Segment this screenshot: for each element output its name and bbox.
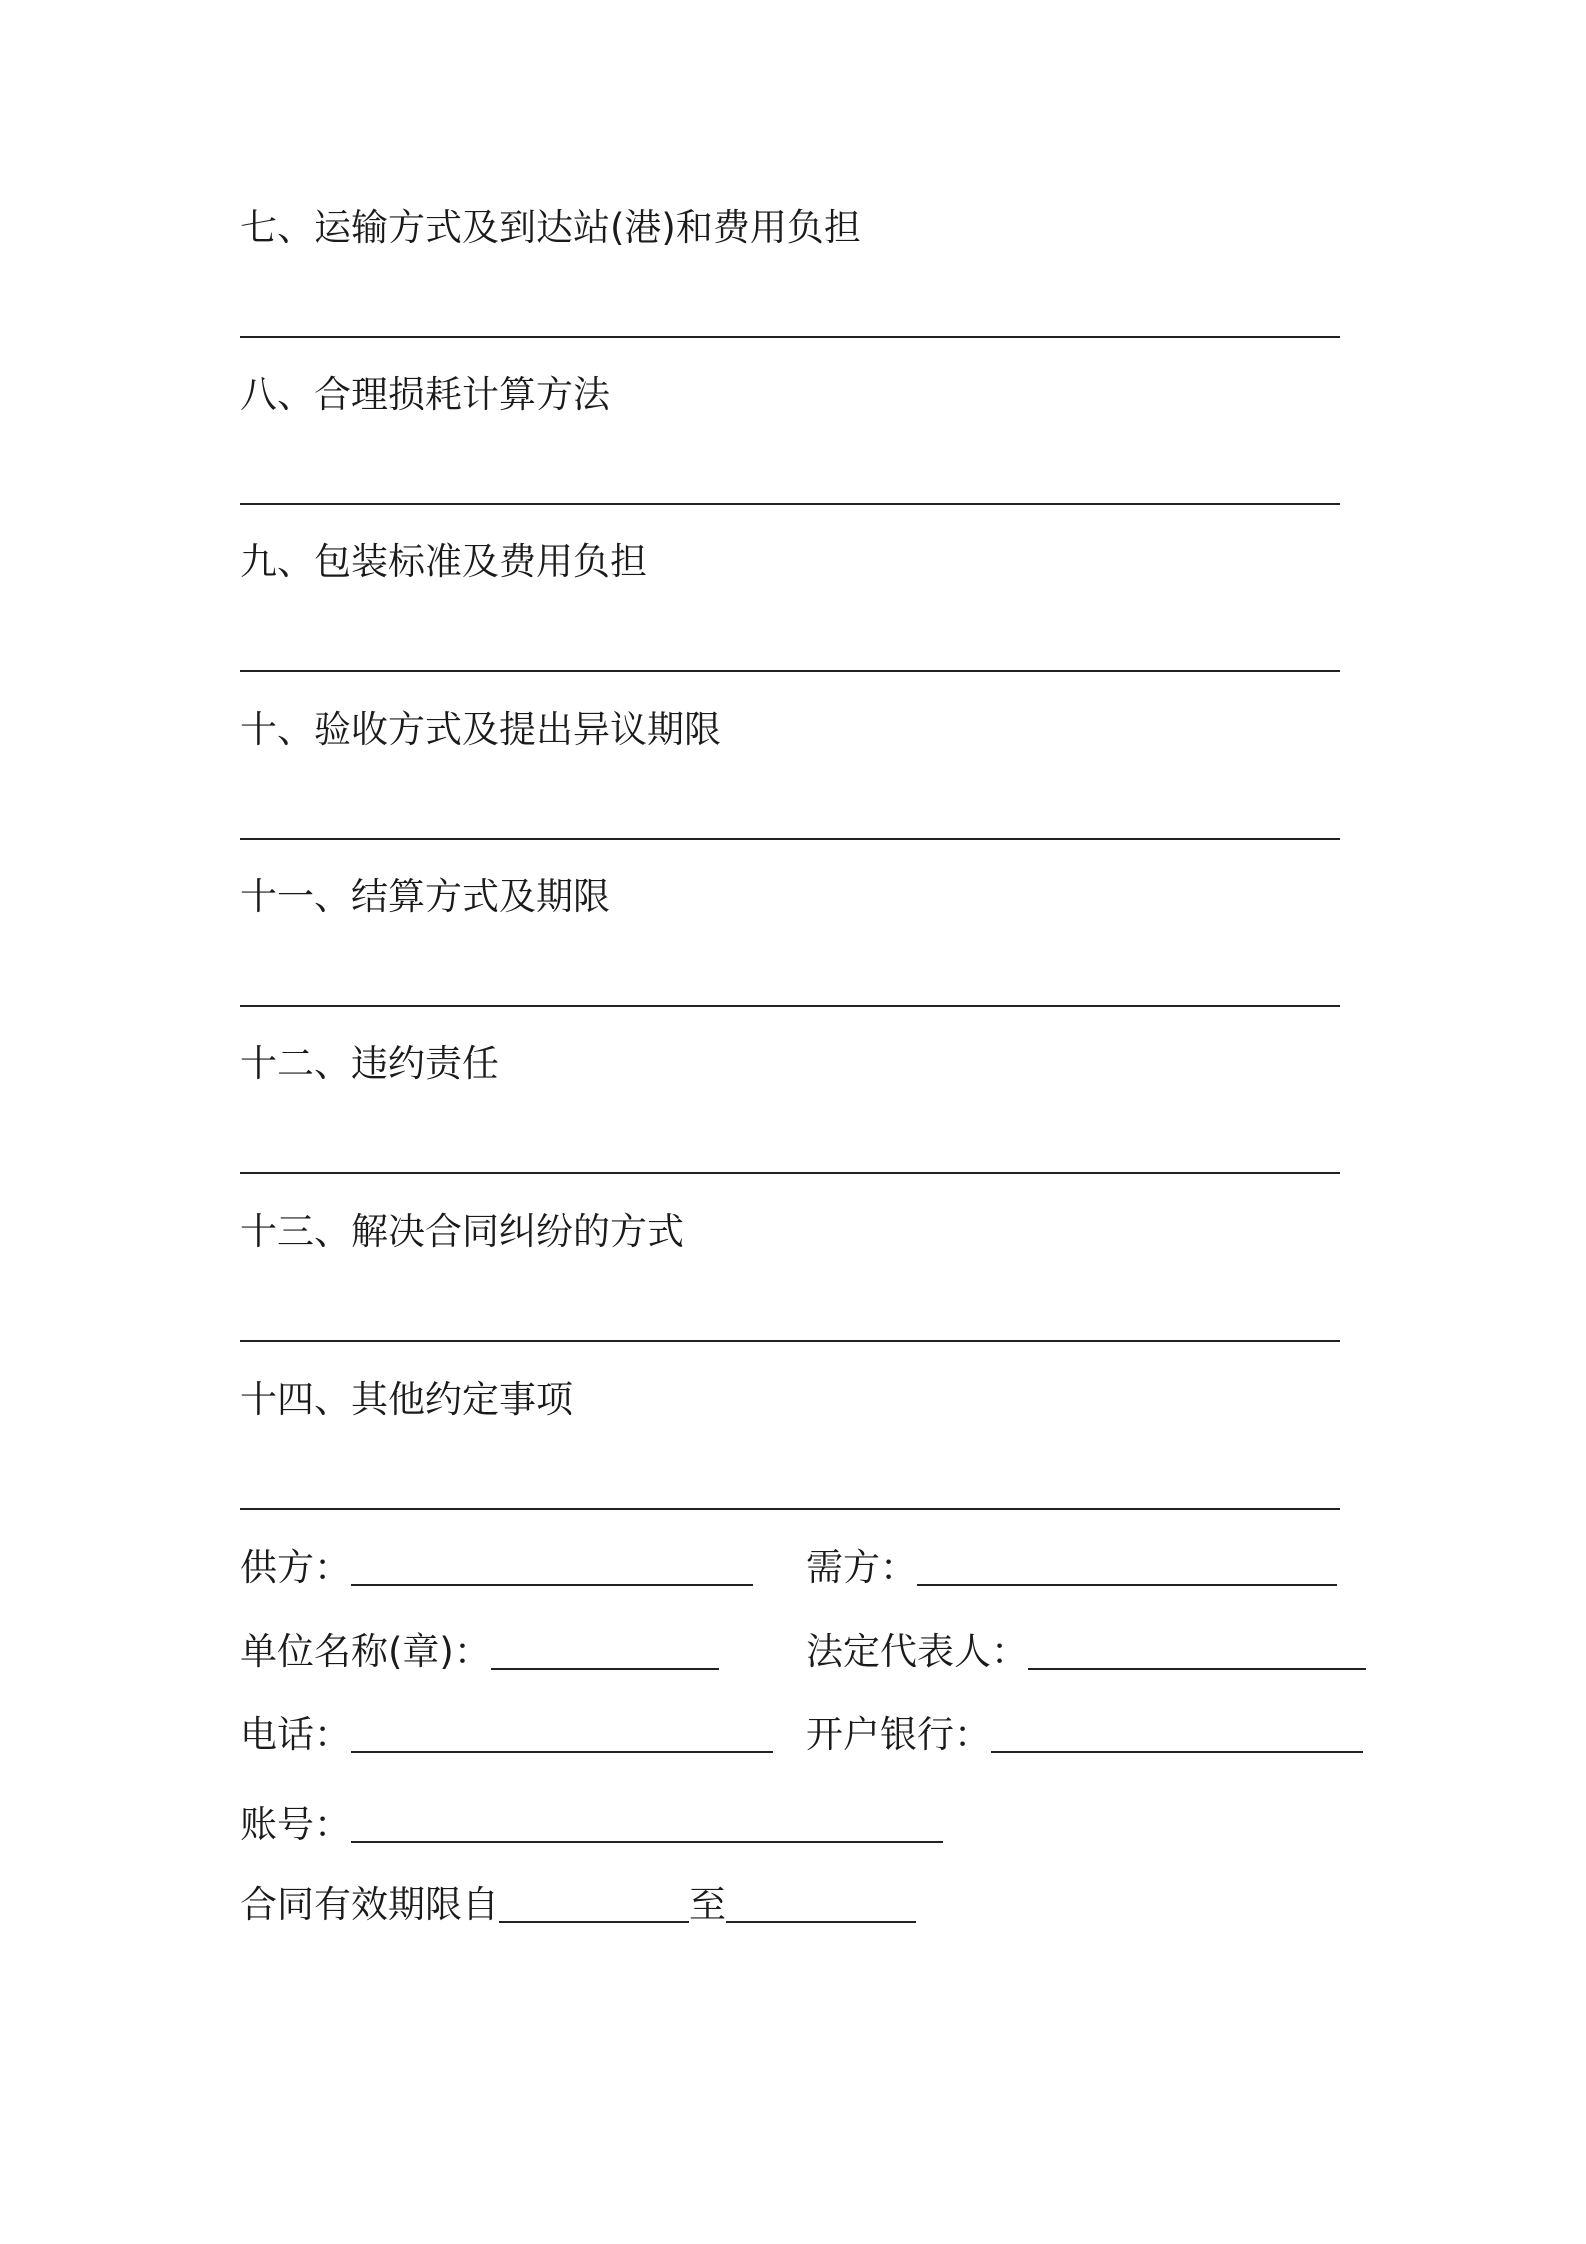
supplier-label: 供方： <box>240 1546 351 1589</box>
supplier-field <box>240 1546 753 1590</box>
account-label: 账号： <box>240 1803 351 1846</box>
legal-rep-label: 法定代表人： <box>806 1630 1028 1673</box>
bank-input-line[interactable] <box>991 1721 1363 1753</box>
phone-field <box>240 1713 773 1757</box>
section-heading-other: 十四、其他约定事项 <box>240 1378 573 1421</box>
supplier-input-line[interactable] <box>351 1554 753 1586</box>
section-heading-liability: 十二、违约责任 <box>240 1042 499 1085</box>
bank-label: 开户银行： <box>806 1713 991 1756</box>
blank-line-loss[interactable] <box>240 503 1340 505</box>
section-heading-settlement: 十一、结算方式及期限 <box>240 875 610 918</box>
blank-line-transport[interactable] <box>240 336 1340 338</box>
account-input-line[interactable] <box>351 1811 943 1843</box>
account-field <box>240 1803 943 1847</box>
blank-line-settlement[interactable] <box>240 1005 1340 1007</box>
bank-field <box>806 1713 1363 1757</box>
section-heading-loss: 八、合理损耗计算方法 <box>240 373 610 416</box>
phone-input-line[interactable] <box>351 1721 773 1753</box>
section-heading-transport: 七、运输方式及到达站(港)和费用负担 <box>240 206 861 249</box>
unit-name-field <box>240 1630 719 1674</box>
section-heading-packaging: 九、包装标准及费用负担 <box>240 540 647 583</box>
blank-line-packaging[interactable] <box>240 670 1340 672</box>
validity-start-input-line[interactable] <box>499 1891 689 1923</box>
validity-to: 至 <box>689 1883 726 1926</box>
validity-prefix: 合同有效期限自 <box>240 1883 499 1926</box>
validity-end-input-line[interactable] <box>726 1891 916 1923</box>
unit-name-input-line[interactable] <box>491 1638 719 1670</box>
unit-name-label: 单位名称(章)： <box>240 1630 491 1673</box>
buyer-label: 需方： <box>806 1546 917 1589</box>
blank-line-dispute[interactable] <box>240 1340 1340 1342</box>
section-heading-acceptance: 十、验收方式及提出异议期限 <box>240 708 721 751</box>
blank-line-other[interactable] <box>240 1508 1340 1510</box>
blank-line-liability[interactable] <box>240 1172 1340 1174</box>
legal-rep-input-line[interactable] <box>1028 1638 1366 1670</box>
buyer-field <box>806 1546 1337 1590</box>
blank-line-acceptance[interactable] <box>240 838 1340 840</box>
phone-label: 电话： <box>240 1713 351 1756</box>
legal-rep-field <box>806 1630 1366 1674</box>
section-heading-dispute: 十三、解决合同纠纷的方式 <box>240 1210 684 1253</box>
buyer-input-line[interactable] <box>917 1554 1337 1586</box>
validity-field <box>240 1883 916 1927</box>
